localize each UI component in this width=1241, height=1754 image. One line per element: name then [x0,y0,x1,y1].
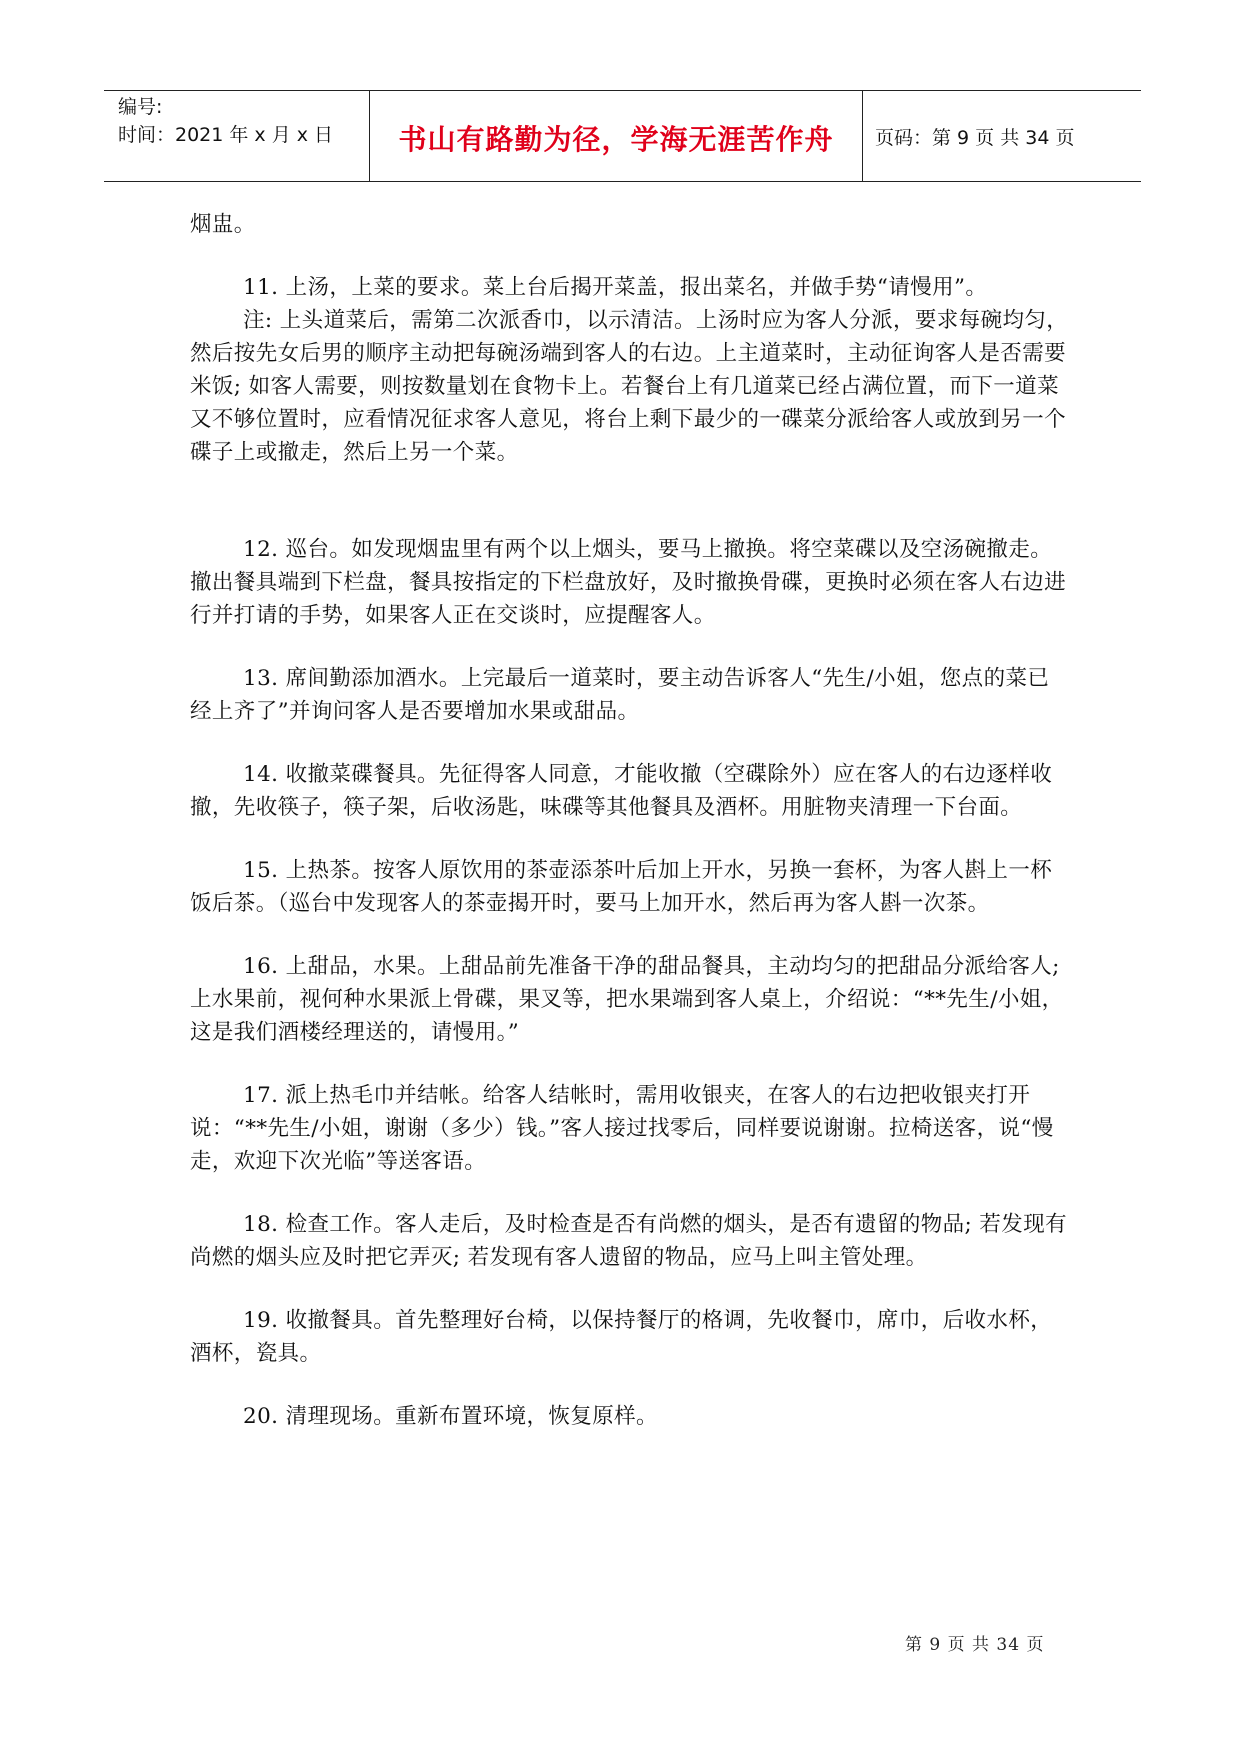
document-body [190,208,1070,1433]
paragraph-20: 20. 清理现场。重新布置环境，恢复原样。 [243,1404,658,1429]
page-footer: 第 9 页 共 34 页 [905,1635,1045,1655]
header-meta-cell [104,91,370,181]
paragraph-14: 14. 收撤菜碟餐具。先征得客人同意，才能收撤（空碟除外）应在客人的右边逐样收撤，先收筷子，筷子架，后收汤匙，味碟等其他餐具及酒杯。用脏物夹清理一下台面。 [190,762,1053,820]
page-number-label: 页码：第 9 页 共 34 页 [875,126,1075,149]
serial-number-label: 编号: [118,96,163,118]
paragraph-19: 19. 收撤餐具。首先整理好台椅，以保持餐厅的格调，先收餐巾，席巾，后收水杯，酒杯，瓷具。 [190,1308,1053,1366]
paragraph-16: 16. 上甜品，水果。上甜品前先准备干净的甜品餐具，主动均匀的把甜品分派给客人; 上水果前，视何种水果派上骨碟，果叉等，把水果端到客人桌上，介绍说：“**先生/小姐，这是我们酒楼经理送的，请慢用。” [190,954,1064,1045]
motto-text: 书山有路勤为径，学海无涯苦作舟 [398,123,834,156]
header-motto-cell [370,91,863,181]
paragraph-note: 注: 上头道菜后，需第二次派香巾，以示清洁。上汤时应为客人分派，要求每碗均匀，然后按先女后男的顺序主动把每碗汤端到客人的右边。上主道菜时，主动征询客人是否需要米饭; 如客人需要，则按数量划在食物卡上。若餐台上有几道菜已经占满位置，而下一道菜又不够位置时，应看情况征求客人意见，将台上剩下最少的一碟菜分派给客人或放到另一个碟子上或撤走，然后上另一个菜。 [190,308,1069,465]
paragraph-12: 12. 巡台。如发现烟盅里有两个以上烟头，要马上撤换。将空菜碟以及空汤碗撤走。撤出餐具端到下栏盘，餐具按指定的下栏盘放好，及时撤换骨碟，更换时必须在客人右边进行并打请的手势，如果客人正在交谈时，应提醒客人。 [190,537,1067,628]
paragraph-17: 17. 派上热毛巾并结帐。给客人结帐时，需用收银夹，在客人的右边把收银夹打开说：“**先生/小姐，谢谢（多少）钱。”客人接过找零后，同样要说谢谢。拉椅送客，说“慢走，欢迎下次光临”等送客语。 [190,1083,1054,1174]
header-page-cell [863,91,1141,181]
paragraph-15: 15. 上热茶。按客人原饮用的茶壶添茶叶后加上开水，另换一套杯，为客人斟上一杯饭后茶。（巡台中发现客人的茶壶揭开时，要马上加开水，然后再为客人斟一次茶。 [190,858,1053,916]
date-label: 时间：2021 年 x 月 x 日 [118,124,334,146]
document-header [104,90,1141,182]
paragraph-18: 18. 检查工作。客人走后，及时检查是否有尚燃的烟头，是否有遗留的物品; 若发现有尚燃的烟头应及时把它弄灭; 若发现有客人遗留的物品，应马上叫主管处理。 [190,1212,1068,1270]
paragraph-11: 11. 上汤，上菜的要求。菜上台后揭开菜盖，报出菜名，并做手势“请慢用”。 [243,275,988,300]
text-fragment: 烟盅。 [190,212,256,237]
paragraph-13: 13. 席间勤添加酒水。上完最后一道菜时，要主动告诉客人“先生/小姐，您点的菜已经上齐了”并询问客人是否要增加水果或甜品。 [190,666,1050,724]
